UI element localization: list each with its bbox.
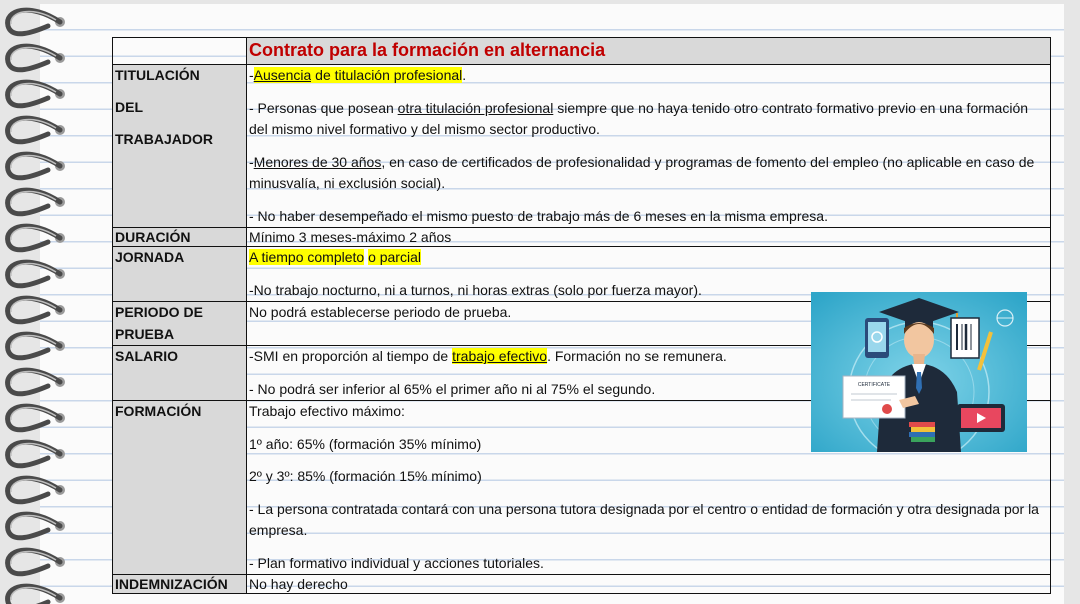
spiral-ring [8,10,65,34]
row-indemnizacion [113,575,1051,594]
row-duracion [113,228,1051,247]
dash: - [249,67,254,83]
spiral-ring [8,514,65,538]
text: . Formación no se remunera. [547,348,727,364]
label-titulacion-line2: DEL [115,99,143,115]
spiral-ring [8,154,65,178]
spiral-ring [8,118,65,142]
title-cell [247,38,1051,65]
books-icon [909,422,935,442]
graduate-illustration [811,292,1027,452]
barcode-book-icon [951,318,979,358]
formacion-p1: Trabajo efectivo máximo: [249,403,405,419]
value-indemnizacion: No hay derecho [247,575,1051,594]
spiral-ring [8,334,65,358]
highlight-ausencia: Ausencia [253,67,312,83]
certificate-icon [843,376,905,418]
value-duracion: Mínimo 3 meses-máximo 2 años [247,228,1051,247]
jornada-p2: -No trabajo nocturno, ni a turnos, ni horas extras (solo por fuerza mayor). [249,281,702,298]
highlight-trabajo-efectivo: trabajo efectivo [452,348,548,364]
formacion-p2: 1º año: 65% (formación 35% mínimo) [249,435,482,452]
certificate-label: CERTIFICATE [857,382,891,388]
tablet-icon [957,404,1005,432]
spiral-ring [8,190,65,214]
label-duracion: DURACIÓN [113,228,247,247]
text: siempre que no haya tenido otro contrato formativo previo en una formación del mismo nivel formativo y del mismo sector productivo. [249,99,1029,137]
graduate-illustration-svg [811,292,1027,452]
formacion-p3: 2º y 3º: 85% (formación 15% mínimo) [249,468,482,484]
label-titulacion [113,65,247,228]
jornada-p1 [249,247,1048,269]
spiral-ring [8,298,65,322]
label-jornada: JORNADA [113,247,247,302]
spiral-ring [8,406,65,430]
spiral-ring [8,82,65,106]
spiral-ring [8,226,65,250]
value-titulacion [247,65,1051,228]
spiral-ring [8,586,65,604]
titulacion-p1 [249,65,1048,87]
table-title: Contrato para la formación en alternancia [249,40,606,60]
underline-menores: Menores de 30 años [253,153,382,170]
salario-p2: - No podrá ser inferior al 65% el primer año ni al 75% el segundo. [249,380,656,397]
label-periodo: PERIODO DE PRUEBA [113,302,247,346]
spiral-ring [8,370,65,394]
spiral-ring [8,262,65,286]
text: - Personas que posean [249,99,398,116]
label-formacion: FORMACIÓN [113,401,247,575]
spiral-ring [8,478,65,502]
underline-otra-titulacion: otra titulación profesional [397,99,554,116]
text: , en caso de certificados de profesionalidad y programas de fomento del empleo (no aplicable en caso de minusvalía, ni exclusión social). [249,153,1035,191]
label-indemnizacion: INDEMNIZACIÓN [113,575,247,594]
titulacion-p3 [249,152,1048,195]
spiral-ring [8,550,65,574]
row-titulacion [113,65,1051,228]
formacion-p5: - Plan formativo individual y acciones tutoriales. [249,554,544,571]
title-row [113,38,1051,65]
titulacion-p2 [249,98,1048,141]
highlight-tiempo-completo: A tiempo completo [249,249,365,265]
formacion-p4: - La persona contratada contará con una persona tutora designada por el centro o entidad de formación y otra designada por la empresa. [249,500,1039,538]
label-salario: SALARIO [113,346,247,401]
period: . [462,67,467,83]
spiral-binding [0,0,80,604]
phone-icon [865,318,889,358]
highlight-parcial: o parcial [368,249,421,265]
titulacion-p4: - No haber desempeñado el mismo puesto de trabajo más de 6 meses en la misma empresa. [249,207,828,224]
highlight-titulacion: de titulación profesional [311,67,463,83]
label-titulacion-line1: TITULACIÓN [115,67,200,83]
spiral-ring [8,442,65,466]
label-titulacion-line3: TRABAJADOR [115,131,213,147]
dash: - [249,153,254,170]
spiral-ring [8,46,65,70]
value-periodo: No podrá establecerse periodo de prueba. [247,302,1051,346]
title-blank-cell [113,38,247,65]
text: -SMI en proporción al tiempo de [249,348,453,364]
